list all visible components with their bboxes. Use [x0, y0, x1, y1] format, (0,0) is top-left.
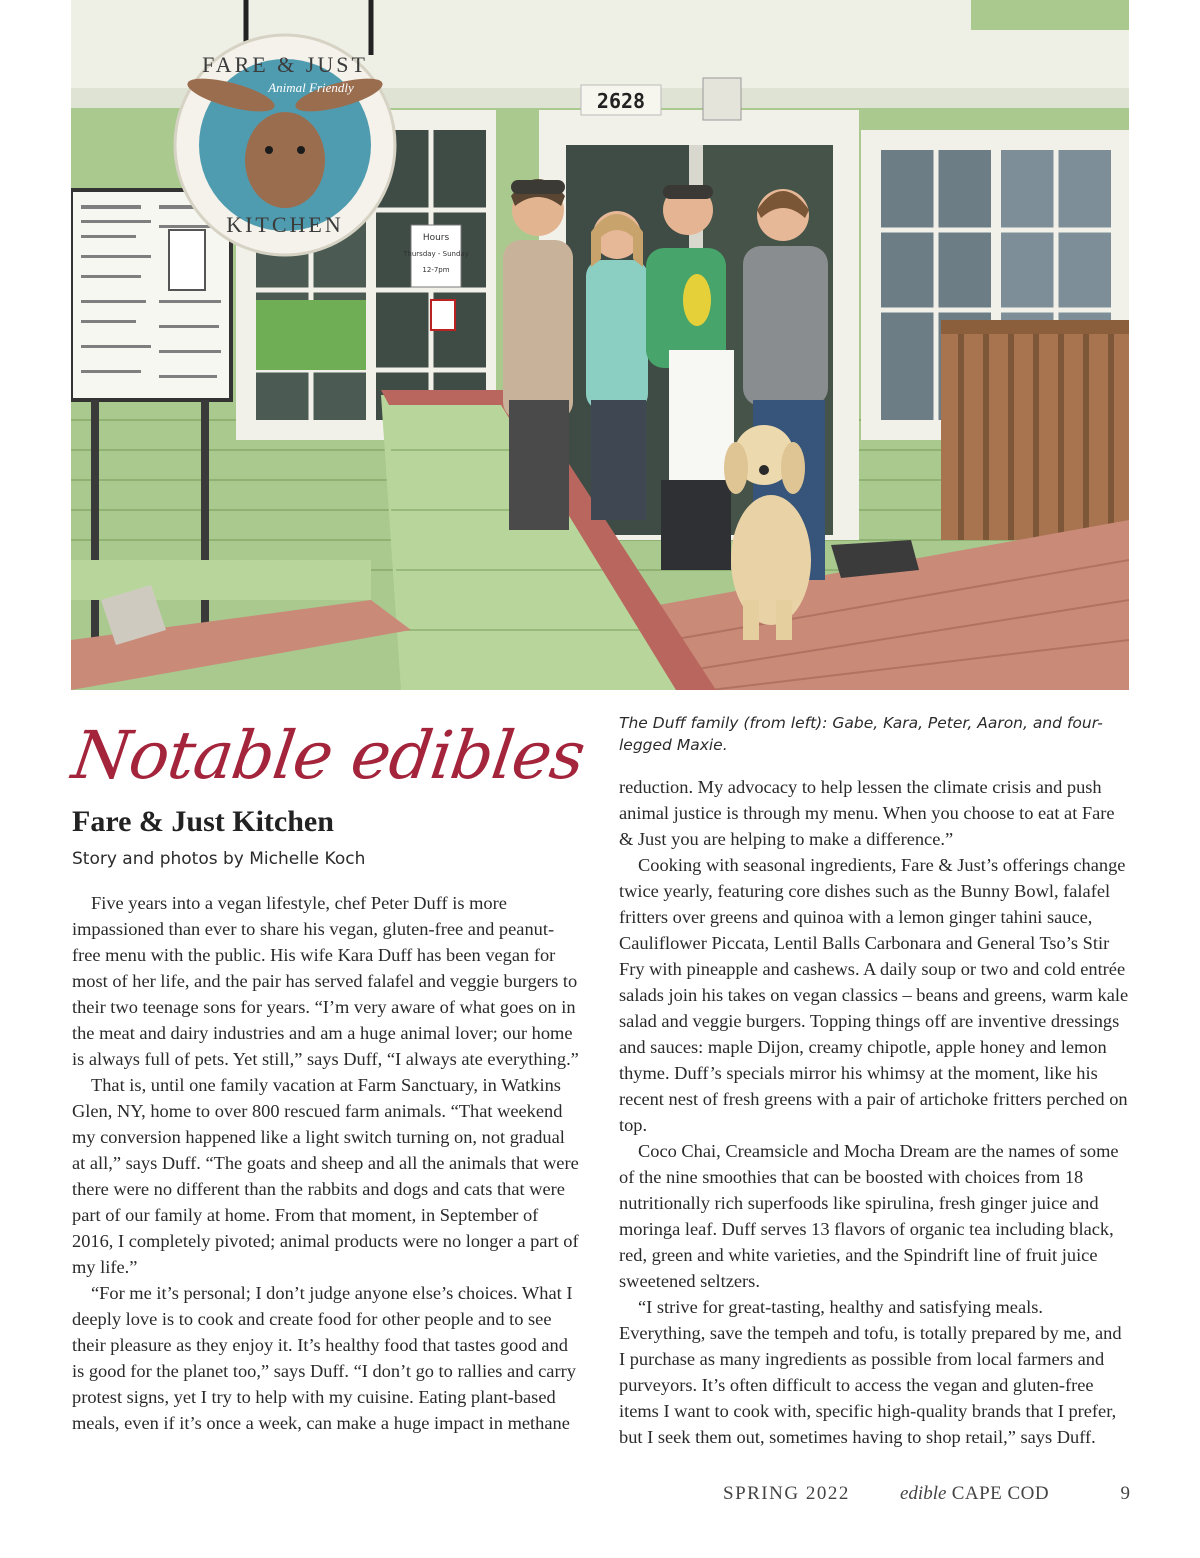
left-column [72, 890, 580, 1450]
page-number: 9 [1120, 1483, 1130, 1504]
sign-subtitle: Animal Friendly [268, 80, 354, 95]
cover-photo [71, 0, 1129, 690]
magazine-brand: edible [900, 1483, 947, 1504]
hours-sign-title: Hours [422, 233, 450, 243]
magazine-region: CAPE COD [951, 1483, 1050, 1504]
paragraph: Five years into a vegan lifestyle, chef Peter Duff is more impassioned than ever to share his vegan, gluten-free and peanut-free menu with the public. His wife Kara Duff has been vegan for most of her life, and the pair has served falafel and veggie burgers to their two teenage sons for years. “I’m very aware of what goes on in the meat and dairy industries and am a huge animal lover; our home is always full of pets. Yet still,” says Duff, “I always ate everything.” [72, 893, 579, 1069]
byline: Story and photos by Michelle Koch [72, 849, 366, 869]
paragraph: reduction. My advocacy to help lessen the climate crisis and push animal justice is through my menu. When you choose to eat at Fare & Just you are helping to make a difference.” [619, 777, 1115, 849]
paragraph: “For me it’s personal; I don’t judge anyone else’s choices. What I deeply love is to cook and create food for other people and to see their pleasure as they enjoy it. It’s healthy food that tastes good and is good for the planet too,” says Duff. “I don’t go to rallies and carry protest signs, yet I try to help with my cuisine. Eating plant-based meals, even if it’s once a week, can make a huge impact in methane [72, 1283, 576, 1433]
hours-sign-days: Thursday - Sunday [403, 250, 469, 258]
house-number: 2628 [596, 89, 646, 113]
article-headline: Fare & Just Kitchen [72, 805, 334, 838]
right-column [619, 774, 1129, 1476]
paragraph: “I strive for great-tasting, healthy and satisfying meals. Everything, save the tempeh and tofu, is totally prepared by me, and I purchase as many ingredients as possible from local farmers and purveyors. It’s often difficult to access the vegan and gluten-free items I want to cook with, specific high-quality brands that I prefer, but I seek them out, sometimes having to shop retail,” says Duff. [619, 1297, 1122, 1447]
sign-bottom: KITCHEN [226, 212, 344, 237]
hours-sign-time: 12-7pm [422, 266, 450, 274]
photo-caption: The Duff family (from left): Gabe, Kara, Peter, Aaron, and four-legged Maxie. [619, 714, 1103, 754]
paragraph: That is, until one family vacation at Farm Sanctuary, in Watkins Glen, NY, home to over 800 rescued farm animals. “That weekend my conversion happened like a light switch turning on, not gradual at all,” says Duff. “The goats and sheep and all the animals that were there were no different than the rabbits and dogs and cats that were part of our family at home. From that moment, in September of 2016, I completely pivoted; animal products were no longer a part of my life.” [72, 1075, 579, 1277]
section-title: Notable edibles [67, 717, 589, 794]
sign-title: FARE & JUST [202, 52, 368, 77]
paragraph: Coco Chai, Creamsicle and Mocha Dream are the names of some of the nine smoothies that can be boosted with choices from 18 nutritionally rich superfoods like spirulina, fresh ginger juice and moringa leaf. Duff serves 13 flavors of organic tea including black, red, green and white varieties, and the Spindrift line of fruit juice sweetened seltzers. [619, 1141, 1119, 1291]
magazine-name [900, 1480, 1090, 1508]
issue-label: SPRING 2022 [723, 1483, 850, 1504]
paragraph: Cooking with seasonal ingredients, Fare & Just’s offerings change twice yearly, featuring core dishes such as the Bunny Bowl, falafel fritters over greens and quinoa with a lemon ginger tahini sauce, Cauliflower Piccata, Lentil Balls Carbonara and General Tso’s Stir Fry with pineapple and cashews. A daily soup or two and cold entrée salads join his takes on vegan classics – beans and greens, warm kale salad and veggie burgers. Topping things off are inventive dressings and sauces: maple Dijon, creamy chipotle, apple honey and lemon thyme. Duff’s specials mirror his whimsy at the moment, like his recent nest of fresh greens with a pair of artichoke fritters perched on top. [619, 855, 1129, 1135]
